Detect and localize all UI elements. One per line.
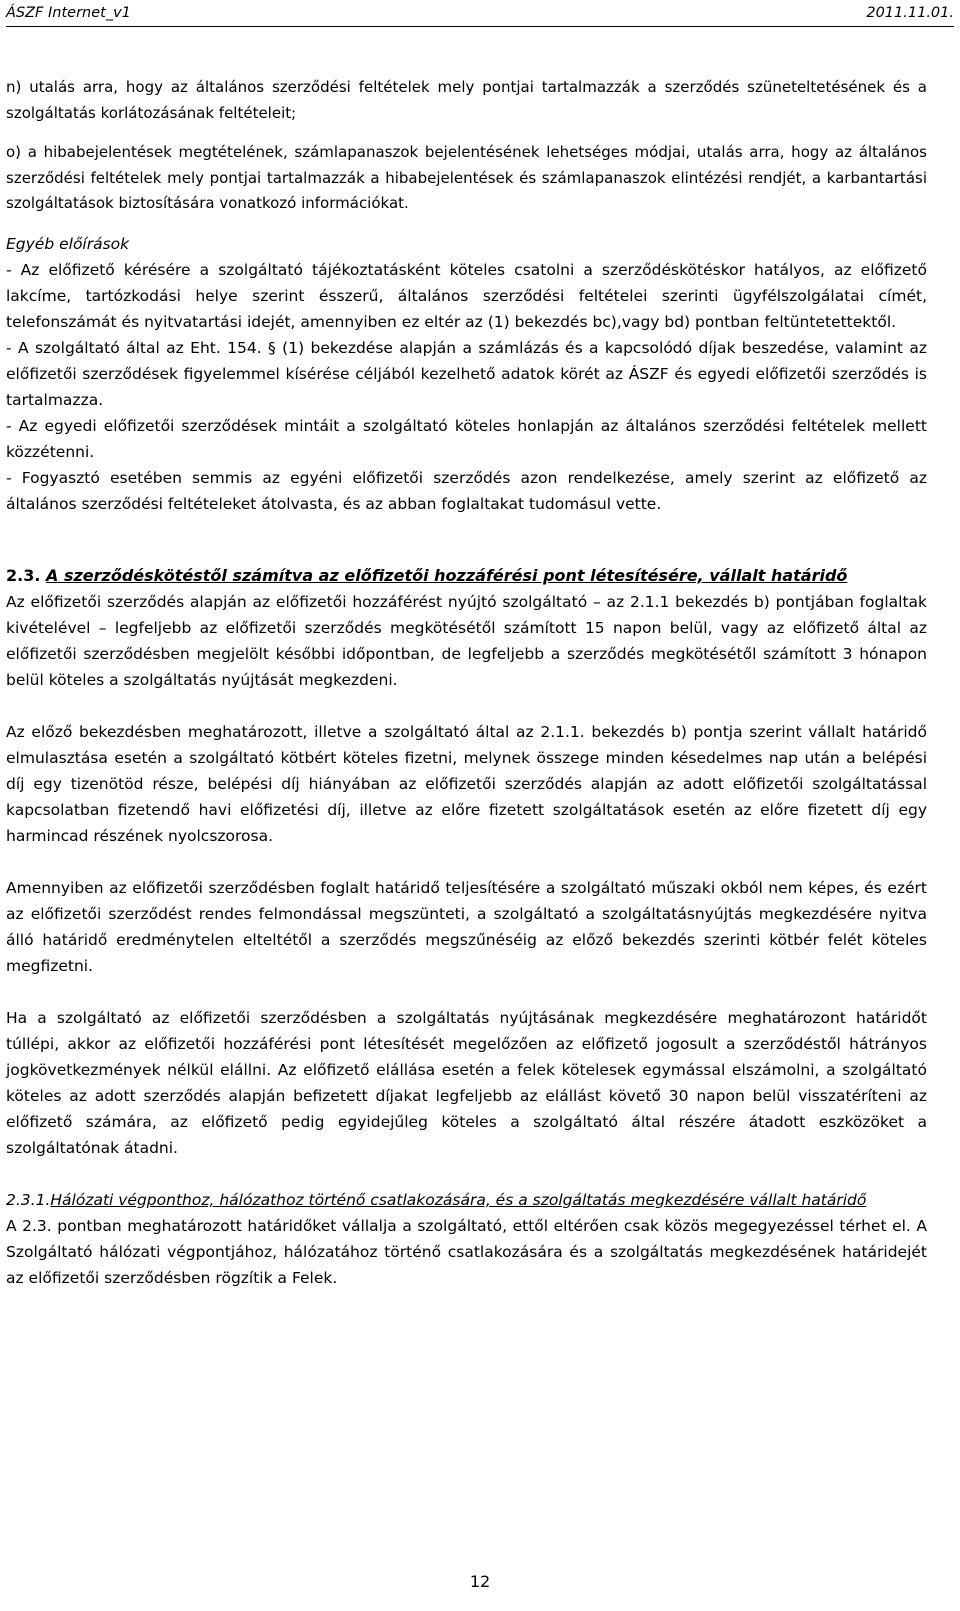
other-rules-item: - Fogyasztó esetében semmis az egyéni előfizetői szerződés azon rendelkezése, amely szerint az előfizető az általános szerződési feltételeket átolvasta, és az abban foglaltakat tudomásul vette.	[6, 468, 927, 513]
section-title: A szerződéskötéstől számítva az előfizetői hozzáférési pont létesítésére, vállalt határidő	[46, 565, 848, 585]
other-rules-item: - A szolgáltató által az Eht. 154. § (1) bekezdése alapján a számlázás és a kapcsolódó díjak beszedése, valamint az előfizetői szerződések figyelemmel kísérése céljából kezelhető adatok körét az ÁSZF és egyedi előfizetői szerződés is tartalmazza.	[6, 338, 927, 409]
section-heading-2-3	[6, 563, 927, 589]
document-date: 2011.11.01.	[866, 5, 954, 21]
other-rules-item: - Az egyedi előfizetői szerződések mintáit a szolgáltató köteles honlapján az általános szerződési feltételek mellett közzétenni.	[6, 416, 927, 461]
section-paragraph: Ha a szolgáltató az előfizetői szerződésben a szolgáltatás nyújtásának megkezdésére meghatározont határidőt túllépi, akkor az előfizetői hozzáférési pont létesítését megelőzően az előfizető jogosult a szerződéstől hátrányos jogkövetkezmények nélkül elállni. Az előfizető elállása esetén a felek kötelesek egymással elszámolni, a szolgáltató köteles az adott szerződés alapján befizetett díjakat legfeljebb az elállást követő 30 napon belül visszatéríteni az előfizető számára, az előfizető pedig egyidejűleg köteles a szolgáltató által részére átadott eszközöket a szolgáltatónak átadni.	[6, 1008, 927, 1157]
section-paragraph: Amennyiben az előfizetői szerződésben foglalt határidő teljesítésére a szolgáltató műszaki okból nem képes, és ezért az előfizetői szerződést rendes felmondással megszünteti, a szolgáltató a szolgáltatásnyújtás megkezdésére nyitva álló határidő eredménytelen elteltétől a szerződés megszűnéséig az előző bekezdés szerinti kötbér felét köteles megfizetni.	[6, 878, 927, 975]
section-paragraph: Az előző bekezdésben meghatározott, illetve a szolgáltató által az 2.1.1. bekezdés b) pontja szerint vállalt határidő elmulasztása esetén a szolgáltató kötbért köteles fizetni, melynek összege minden késedelmes nap után a belépési díj egy tizenötöd része, belépési díj hiányában az előfizetői szerződés alapján az adott előfizetői szolgáltatással kapcsolatban fizetendő havi előfizetési díj, illetve az előre fizetett szolgáltatások esetén az előre fizetett díj egy harmincad részének nyolcszorosa.	[6, 722, 927, 845]
subsection-heading-2-3-1	[6, 1187, 927, 1213]
document-title: ÁSZF Internet_v1	[6, 5, 131, 21]
paragraph-o: o) a hibabejelentések megtételének, számlapanaszok bejelentésének lehetséges módjai, utalás arra, hogy az általános szerződési feltételek mely pontjai tartalmazzák a hibabejelentések és számlapanaszok elintézési rendjét, a karbantartási szolgáltatások biztosítására vonatkozó információkat.	[6, 143, 927, 212]
page-number: 12	[469, 1572, 491, 1591]
section-number: 2.3.	[6, 565, 41, 585]
subsection-paragraph: A 2.3. pontban meghatározott határidőket vállalja a szolgáltató, ettől eltérően csak közös megegyezéssel térhet el. A Szolgáltató hálózati végpontjához, hálózatához történő csatlakozására és a szolgáltatás megkezdésének határidejét az előfizetői szerződésben rögzítik a Felek.	[6, 1216, 927, 1287]
page-header	[6, 4, 954, 27]
document-body	[6, 75, 927, 1291]
other-rules-title: Egyéb előírások	[6, 234, 130, 253]
subsection-title: Hálózati végponthoz, hálózathoz történő csatlakozására, és a szolgáltatás megkezdésére vállalt határidő	[50, 1190, 867, 1209]
other-rules-item: - Az előfizető kérésére a szolgáltató tájékoztatásként köteles csatolni a szerződéskötéskor hatályos, az előfizető lakcíme, tartózkodási helye szerint ésszerű, általános szerződési feltételei szerinti ügyfélszolgálatai címét, telefonszámát és nyitvatartási idejét, amennyiben ez eltér az (1) bekezdés bc),vagy bd) pontban feltüntetettektől.	[6, 260, 927, 331]
section-paragraph: Az előfizetői szerződés alapján az előfizetői hozzáférést nyújtó szolgáltató – az 2.1.1 bekezdés b) pontjában foglaltak kivételével – legfeljebb az előfizetői szerződés megkötésétől számított 15 napon belül, vagy az előfizető által az előfizetői szerződésben megjelölt későbbi időpontban, de legfeljebb a szerződés megkötésétől számított 3 hónapon belül köteles a szolgáltatás nyújtását megkezdeni.	[6, 592, 927, 689]
subsection-number: 2.3.1.	[6, 1190, 51, 1209]
paragraph-n: n) utalás arra, hogy az általános szerződési feltételek mely pontjai tartalmazzák a szerződés szüneteltetésének és a szolgáltatás korlátozásának feltételeit;	[6, 78, 927, 122]
